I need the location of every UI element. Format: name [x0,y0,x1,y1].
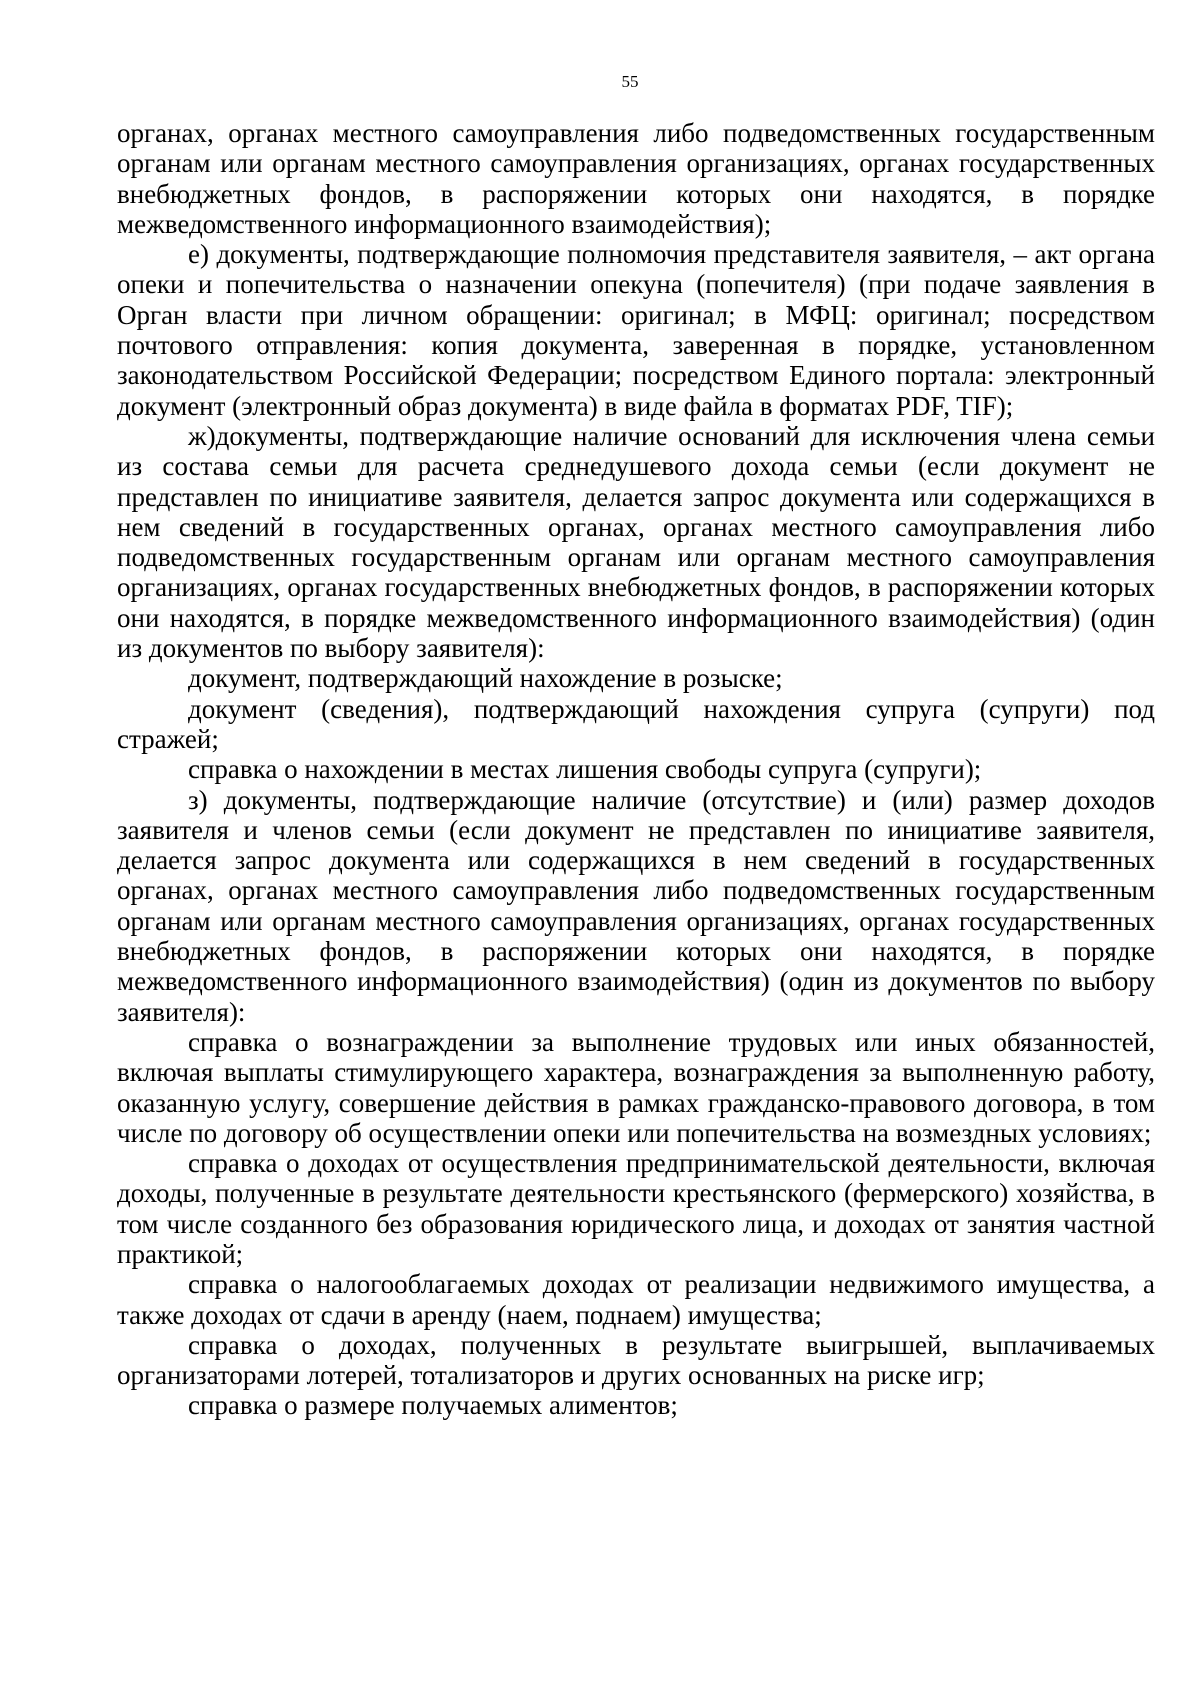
paragraph-certificate-remuneration: справка о вознаграждении за выполнение трудовых или иных обязанностей, включая выплаты стимулирующего характера, вознаграждения за выполненную работу, оказанную услугу, совершение действия в рамках гражданско-правового договора, в том числе по договору об осуществлении опеки или попечительства на возмездных условиях; [117,1026,1155,1148]
paragraph-item-z: з) документы, подтверждающие наличие (отсутствие) и (или) размер доходов заявителя и членов семьи (если документ не представлен по инициативе заявителя, делается запрос документа или содержащихся в нем сведений в государственных органах, органах местного самоуправления либо подведомственных государственным органам или органам местного самоуправления организациях, органах государственных внебюджетных фондов, в распоряжении которых они находятся, в порядке межведомственного информационного взаимодействия) (один из документов по выбору заявителя): [117,784,1155,1027]
page-number: 55 [621,72,639,91]
paragraph-certificate-alimony: справка о размере получаемых алиментов; [188,1390,678,1421]
paragraph-certificate-lottery-income: справка о доходах, полученных в результате выигрышей, выплачиваемых организаторами лотерей, тотализаторов и других основанных на риске игр; [117,1329,1155,1391]
document-body [117,118,1155,1421]
paragraph-item-e: е) документы, подтверждающие полномочия представителя заявителя, – акт органа опеки и попечительства о назначении опекуна (попечителя) (при подаче заявления в Орган власти при личном обращении: оригинал; в МФЦ: оригинал; посредством почтового отправления: копия документа, заверенная в порядке, установленном законодательством Российской Федерации; посредством Единого портала: электронный документ (электронный образ документа) в виде файла в форматах PDF, TIF); [117,239,1155,421]
paragraph-item-zh: ж)документы, подтверждающие наличие оснований для исключения члена семьи из состава семьи для расчета среднедушевого дохода семьи (если документ не представлен по инициативе заявителя, делается запрос документа или содержащихся в нем сведений в государственных органах, органах местного самоуправления либо подведомственных государственным органам или органам местного самоуправления организациях, органах государственных внебюджетных фондов, в распоряжении которых они находятся, в порядке межведомственного информационного взаимодействия) (один из документов по выбору заявителя): [117,420,1155,664]
paragraph-document-search: документ, подтверждающий нахождение в розыске; [188,663,783,694]
paragraph-document-custody: документ (сведения), подтверждающий нахождения супруга (супруги) под стражей; [117,693,1155,754]
paragraph-certificate-imprisonment: справка о нахождении в местах лишения свободы супруга (супруги); [188,754,982,785]
paragraph-continuation: органах, органах местного самоуправления либо подведомственных государственным органам или органам местного самоуправления организациях, органах государственных внебюджетных фондов, в распоряжении которых они находятся, в порядке межведомственного информационного взаимодействия); [117,118,1155,239]
paragraph-certificate-property-income: справка о налогооблагаемых доходах от реализации недвижимого имущества, а также доходах от сдачи в аренду (наем, поднаем) имущества; [117,1269,1155,1330]
paragraph-certificate-business-income: справка о доходах от осуществления предпринимательской деятельности, включая доходы, полученные в результате деятельности крестьянского (фермерского) хозяйства, в том числе созданного без образования юридического лица, и доходах от занятия частной практикой; [117,1148,1155,1269]
